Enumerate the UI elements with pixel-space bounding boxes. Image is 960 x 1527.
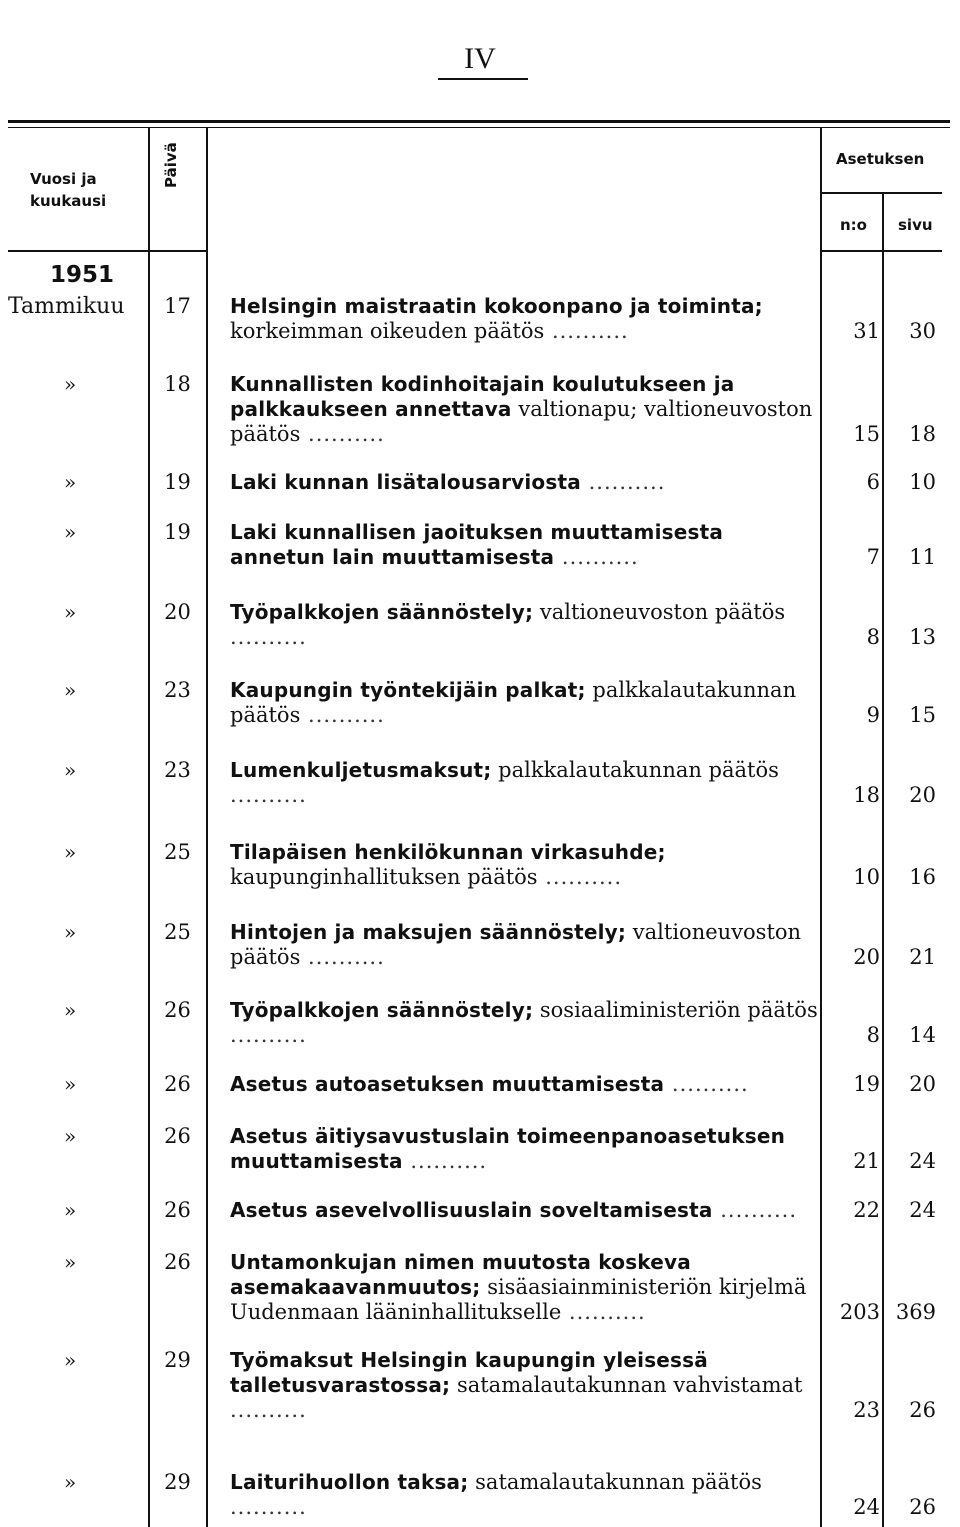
leader-dots: .......... bbox=[230, 625, 307, 649]
entry-number: 8 bbox=[866, 1023, 880, 1047]
leader-dots: .......... bbox=[300, 945, 385, 969]
entry-title-bold: Hintojen ja maksujen säännöstely; bbox=[230, 920, 627, 944]
entry-page: 11 bbox=[909, 545, 936, 569]
entry-title bbox=[230, 1072, 818, 1097]
leader-dots: .......... bbox=[230, 783, 307, 807]
entry-title bbox=[230, 678, 818, 728]
column-divider bbox=[148, 128, 150, 1527]
entry-day: 18 bbox=[164, 372, 191, 396]
entry-title-rest: sosiaaliministeriön päätös bbox=[539, 998, 818, 1022]
page-number: IV bbox=[464, 42, 496, 75]
entry-title-rest: valtioneuvoston päätös bbox=[539, 600, 786, 624]
entry-number: 7 bbox=[866, 545, 880, 569]
entry-title-bold: Tilapäisen henkilökunnan virkasuhde; bbox=[230, 840, 666, 864]
header-day: Päivä bbox=[162, 142, 180, 188]
entry-title-bold: Työmaksut Helsingin kaupungin yleisessä talletusvarastossa; bbox=[230, 1348, 708, 1397]
entry-title bbox=[230, 1470, 818, 1520]
leader-dots: .......... bbox=[402, 1149, 488, 1173]
entry-month: » bbox=[64, 998, 77, 1022]
entry-number: 18 bbox=[853, 783, 880, 807]
entry-title-rest: satamalautakunnan päätös bbox=[475, 1470, 762, 1494]
entry-number: 31 bbox=[853, 319, 880, 343]
entry-page: 26 bbox=[909, 1495, 936, 1519]
entry-day: 29 bbox=[164, 1348, 191, 1372]
entry-title-rest: korkeimman oikeuden päätös bbox=[230, 319, 545, 343]
entry-title-rest: sisäasiainministeriön kirjelmä Uudenmaan lääninhallitukselle bbox=[230, 1275, 807, 1324]
entry-title-bold: Asetus äitiysavustuslain toimeenpanoasetuksen muuttamisesta bbox=[230, 1124, 786, 1173]
entry-page: 369 bbox=[895, 1300, 936, 1324]
entry-day: 26 bbox=[164, 1250, 191, 1274]
entry-page: 10 bbox=[909, 470, 936, 494]
entry-number: 21 bbox=[853, 1149, 880, 1173]
entry-number: 203 bbox=[839, 1300, 880, 1324]
header-asetuksen: Asetuksen bbox=[836, 150, 925, 168]
entry-title-bold: Untamonkujan nimen muutosta koskeva asemakaavanmuutos; bbox=[230, 1250, 691, 1299]
leader-dots: .......... bbox=[230, 1495, 307, 1519]
entry-page: 26 bbox=[909, 1398, 936, 1422]
entry-title-bold: Työpalkkojen säännöstely; bbox=[230, 998, 534, 1022]
entry-month: » bbox=[64, 758, 77, 782]
entry-number: 6 bbox=[866, 470, 880, 494]
entry-number: 19 bbox=[853, 1072, 880, 1096]
leader-dots: .......... bbox=[664, 1072, 749, 1096]
entry-title-bold: Laiturihuollon taksa; bbox=[230, 1470, 469, 1494]
entry-title bbox=[230, 840, 818, 890]
entry-title bbox=[230, 920, 818, 970]
entry-month: » bbox=[64, 1470, 77, 1494]
entry-month: » bbox=[64, 1250, 77, 1274]
leader-dots: .......... bbox=[230, 1398, 307, 1422]
entry-title-rest: satamalautakunnan vahvistamat bbox=[456, 1373, 803, 1397]
header-page: sivu bbox=[898, 216, 933, 234]
entry-number: 24 bbox=[853, 1495, 880, 1519]
entry-title bbox=[230, 372, 818, 447]
entry-day: 29 bbox=[164, 1470, 191, 1494]
entry-page: 18 bbox=[909, 422, 936, 446]
entry-title bbox=[230, 1124, 818, 1174]
header-rule bbox=[8, 250, 148, 252]
entry-month: » bbox=[64, 520, 77, 544]
top-rule bbox=[8, 120, 950, 123]
entry-day: 25 bbox=[164, 840, 191, 864]
entry-month: » bbox=[64, 1072, 77, 1096]
entry-day: 26 bbox=[164, 1198, 191, 1222]
leader-dots: .......... bbox=[580, 470, 666, 494]
entry-month: » bbox=[64, 1198, 77, 1222]
entry-title bbox=[230, 1198, 818, 1223]
entry-title bbox=[230, 1348, 818, 1423]
entry-month: » bbox=[64, 1124, 77, 1148]
entry-month: » bbox=[64, 470, 77, 494]
entry-title-rest: palkkalautakunnan päätös bbox=[230, 678, 797, 727]
entry-day: 23 bbox=[164, 678, 191, 702]
entry-number: 8 bbox=[866, 625, 880, 649]
entry-day: 17 bbox=[164, 294, 191, 318]
entry-page: 20 bbox=[909, 1072, 936, 1096]
entry-page: 30 bbox=[909, 319, 936, 343]
entry-title-rest: kaupunginhallituksen päätös bbox=[230, 865, 538, 889]
leader-dots: .......... bbox=[554, 545, 639, 569]
entry-title-bold: Helsingin maistraatin kokoonpano ja toiminta; bbox=[230, 294, 763, 318]
header-rule bbox=[822, 250, 942, 252]
entry-title-bold: Laki kunnan lisätalousarviosta bbox=[230, 470, 581, 494]
entry-title bbox=[230, 1250, 818, 1325]
entry-title-bold: Lumenkuljetusmaksut; bbox=[230, 758, 492, 782]
header-year-month: Vuosi ja kuukausi bbox=[30, 170, 107, 210]
entry-page: 14 bbox=[909, 1023, 936, 1047]
leader-dots: .......... bbox=[712, 1198, 797, 1222]
entry-title bbox=[230, 520, 818, 570]
entry-title-bold: Työpalkkojen säännöstely; bbox=[230, 600, 534, 624]
entry-number: 9 bbox=[866, 703, 880, 727]
entry-title-rest: valtionapu; valtioneuvoston päätös bbox=[230, 397, 813, 446]
entry-day: 26 bbox=[164, 998, 191, 1022]
entry-month: » bbox=[64, 372, 77, 396]
entry-month: » bbox=[64, 840, 77, 864]
page-number-underline bbox=[438, 78, 528, 80]
entry-month: » bbox=[64, 678, 77, 702]
entry-title-bold: Kunnallisten kodinhoitajain koulutukseen ja palkkaukseen annettava bbox=[230, 372, 735, 421]
entry-day: 26 bbox=[164, 1072, 191, 1096]
entry-title-rest: valtioneuvoston päätös bbox=[230, 920, 802, 969]
column-divider bbox=[882, 192, 884, 1527]
entry-day: 23 bbox=[164, 758, 191, 782]
leader-dots: .......... bbox=[230, 1023, 307, 1047]
entry-month: Tammikuu bbox=[8, 294, 125, 319]
entry-day: 25 bbox=[164, 920, 191, 944]
leader-dots: .......... bbox=[300, 422, 385, 446]
entry-day: 20 bbox=[164, 600, 191, 624]
entry-day: 19 bbox=[164, 520, 191, 544]
entry-title-rest: palkkalautakunnan päätös bbox=[498, 758, 779, 782]
entry-month: » bbox=[64, 600, 77, 624]
entry-month: » bbox=[64, 920, 77, 944]
column-divider bbox=[206, 128, 208, 1527]
header-asetuksen-rule bbox=[822, 192, 942, 194]
entry-title bbox=[230, 758, 818, 808]
header-rule bbox=[150, 250, 206, 252]
leader-dots: .......... bbox=[537, 865, 623, 889]
entry-page: 24 bbox=[909, 1149, 936, 1173]
entry-title-bold: Laki kunnallisen jaoituksen muuttamisesta annetun lain muuttamisesta bbox=[230, 520, 724, 569]
entry-day: 19 bbox=[164, 470, 191, 494]
leader-dots: .......... bbox=[300, 703, 385, 727]
entry-title-bold: Asetus autoasetuksen muuttamisesta bbox=[230, 1072, 665, 1096]
entry-month: » bbox=[64, 1348, 77, 1372]
year: 1951 bbox=[50, 262, 115, 288]
entry-title-bold: Asetus asevelvollisuuslain soveltamisesta bbox=[230, 1198, 713, 1222]
entry-title bbox=[230, 470, 818, 495]
entry-title-bold: Kaupungin työntekijäin palkat; bbox=[230, 678, 586, 702]
entry-page: 15 bbox=[909, 703, 936, 727]
entry-page: 24 bbox=[909, 1198, 936, 1222]
entry-number: 22 bbox=[853, 1198, 880, 1222]
leader-dots: .......... bbox=[544, 319, 629, 343]
entry-page: 13 bbox=[909, 625, 936, 649]
entry-number: 23 bbox=[853, 1398, 880, 1422]
entry-number: 20 bbox=[853, 945, 880, 969]
header-no: n:o bbox=[840, 216, 867, 234]
entry-title bbox=[230, 600, 818, 650]
entry-number: 15 bbox=[853, 422, 880, 446]
leader-dots: .......... bbox=[561, 1300, 646, 1324]
entry-title bbox=[230, 998, 818, 1048]
entry-page: 16 bbox=[909, 865, 936, 889]
entry-page: 21 bbox=[909, 945, 936, 969]
entry-number: 10 bbox=[853, 865, 880, 889]
entry-page: 20 bbox=[909, 783, 936, 807]
entry-title bbox=[230, 294, 818, 344]
entry-day: 26 bbox=[164, 1124, 191, 1148]
